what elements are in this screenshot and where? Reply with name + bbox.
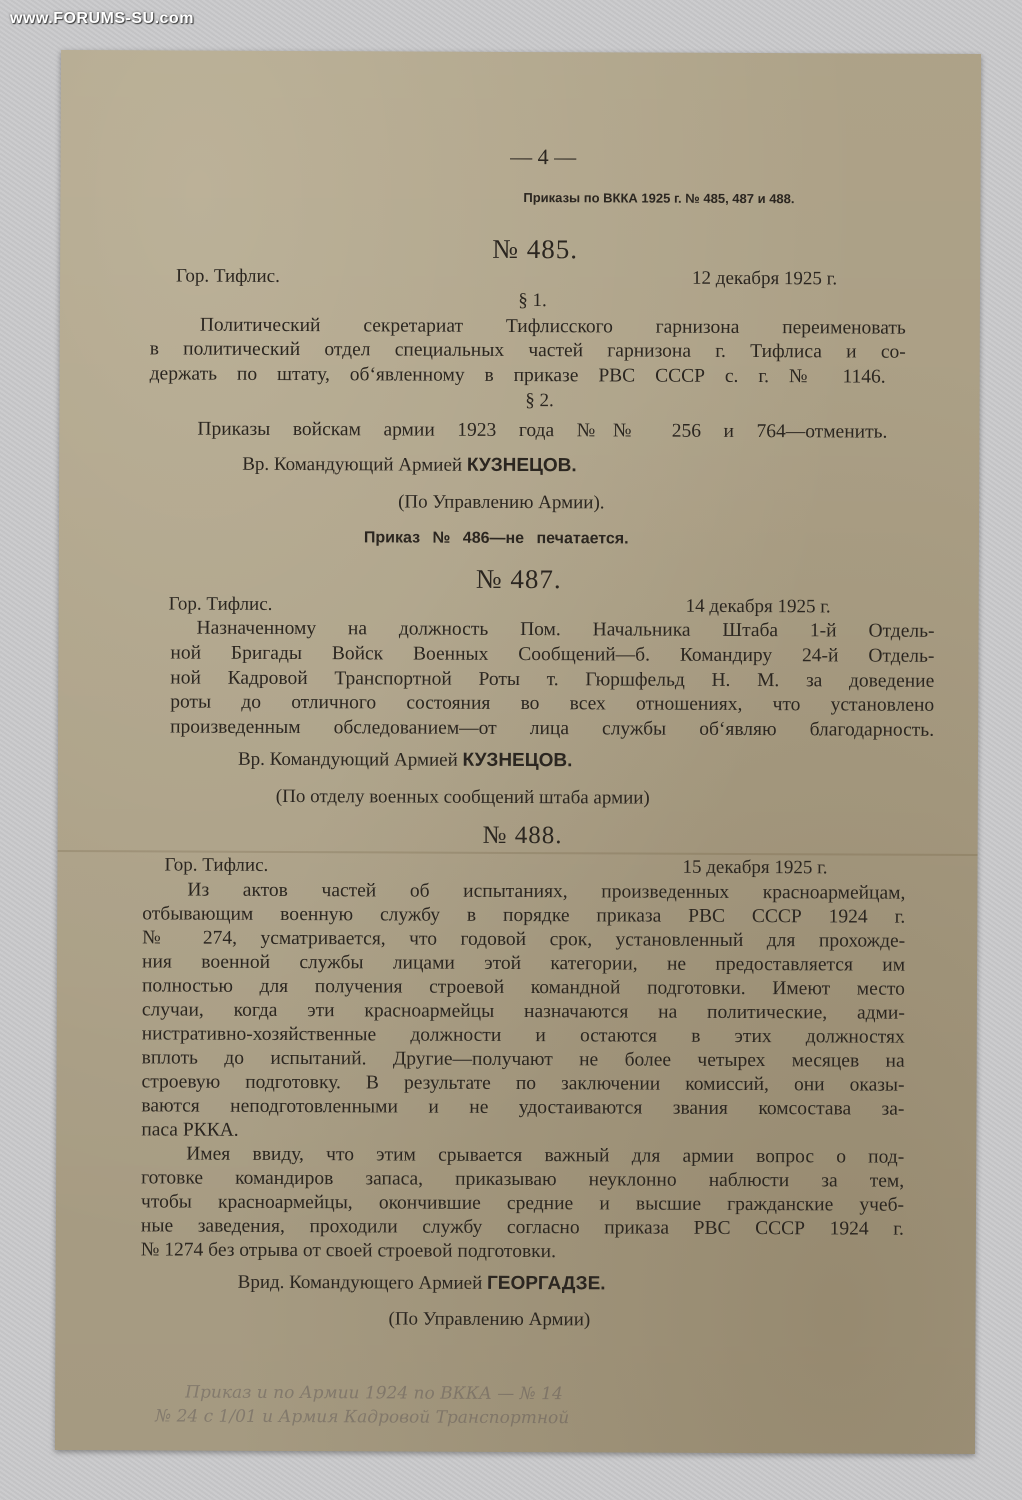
handwritten-note <box>115 1380 965 1432</box>
order-487-date: 14 декабря 1925 г. <box>685 595 831 618</box>
order-488-line: Имея ввиду, что этим срывается важный для армии вопрос о под- <box>186 1143 905 1168</box>
order-488-line: строевую подготовку. В результате по заключении комиссий, они оказы- <box>141 1071 905 1096</box>
order-488-line: паса РККА. <box>141 1119 239 1141</box>
order-488-line: чтобы красноармейцы, окончившие средние и высшие гражданские учеб- <box>140 1191 905 1216</box>
order-488-line: ные заведения, проходили службу согласно приказа РВС СССР 1924 г. <box>140 1215 904 1240</box>
signature-title: Вр. Командующий Армией <box>242 453 463 476</box>
page-number: — 4 — <box>510 143 577 170</box>
order-487-number: № 487. <box>475 563 562 595</box>
order-488-line: ния военной службы лицами этой категории, не предоставляется им <box>142 951 906 976</box>
order-488-line: готовке командиров запаса, приказываю неуклонно наблюсти за тем, <box>141 1167 905 1192</box>
order-487-line: произведенным обследованием—от лица службы об‘являю благодарность. <box>170 716 935 741</box>
signature-name: ГЕОРГАДЗЕ. <box>486 1272 606 1295</box>
order-487-place: Гор. Тифлис. <box>168 593 273 615</box>
order-488-line: случаи, когда эти красноармейцы назначаются на политические, адми- <box>141 999 905 1024</box>
order-488-number: № 488. <box>482 821 563 850</box>
order-488-line: № 1274 без отрыва от своей строевой подготовки. <box>140 1239 557 1263</box>
signature-name: КУЗНЕЦОВ. <box>462 749 573 772</box>
order-487-department: (По отделу военных сообщений штаба армии) <box>275 785 650 809</box>
order-488-line: Из актов частей об испытаниях, произведенных красноармейцам, <box>187 879 906 904</box>
order-487-signature <box>238 749 573 772</box>
order-488-line: вплоть до испытаний. Другие—получают не более четырех месяцев на <box>141 1047 905 1072</box>
order-485-section-1-title: § 1. <box>518 289 547 312</box>
watermark-text: www.FORUMS-SU.com <box>10 10 194 27</box>
order-488-place: Гор. Тифлис. <box>164 854 269 876</box>
order-488-line: нистративно-хозяйственные должности и остаются в этих должностях <box>141 1023 905 1048</box>
document-page <box>55 50 981 1454</box>
order-485-section-2-text: Приказы войскам армии 1923 года №№ 256 и 764—отменить. <box>197 418 888 443</box>
order-485-number: № 485. <box>492 233 579 265</box>
order-485-section-1-line: держать по штату, об‘явленному в приказе РВС СССР с. г. № 1146. <box>149 363 886 388</box>
order-487-line: ной Кадровой Транспортной Роты т. Гюршфельд Н. М. за доведение <box>170 667 935 692</box>
order-485-section-2-title: § 2. <box>525 390 554 412</box>
order-487-line: роты до отличного состояния во всех отношениях, что установлено <box>170 691 935 716</box>
order-485-date: 12 декабря 1925 г. <box>692 267 838 290</box>
order-486-note: Приказ № 486—не печатается. <box>363 529 629 548</box>
signature-title: Врид. Командующего Армией <box>237 1271 483 1294</box>
order-487-line: ной Бригады Войск Военных Сообщений—б. Командиру 24-й Отдель- <box>170 642 935 667</box>
order-488-line: № 274, усматривается, что годовой срок, установленный для прохожде- <box>142 927 906 952</box>
order-487-line: Назначенному на должность Пом. Начальника Штаба 1-й Отдель- <box>196 617 935 642</box>
handwritten-line: № 24 с 1/01 и Армия Кадровой Транспортной <box>155 1406 570 1429</box>
order-488-date: 15 декабря 1925 г. <box>682 856 828 879</box>
signature-title: Вр. Командующий Армией <box>237 748 458 771</box>
order-485-section-1-line: в политический отдел специальных частей гарнизона г. Тифлиса и со- <box>149 338 906 363</box>
order-488-department: (По Управлению Армии) <box>388 1308 591 1331</box>
order-485-department: (По Управлению Армии). <box>398 491 605 514</box>
order-485-place: Гор. Тифлис. <box>176 265 280 287</box>
order-488-signature <box>238 1272 606 1296</box>
signature-name: КУЗНЕЦОВ. <box>466 454 577 477</box>
order-488-line: отбывающим военную службу в порядке приказа РВС СССР 1924 г. <box>142 903 906 928</box>
running-head: Приказы по ВККА 1925 г. № 485, 487 и 488. <box>523 190 795 207</box>
order-488-line: полностью для получения строевой командной подготовки. Имеют место <box>141 975 906 1000</box>
order-485-section-1-line: Политический секретариат Тифлисского гарнизона переименовать <box>199 314 906 339</box>
handwritten-line: Приказ и по Армии 1924 по ВККА — № 14 <box>185 1382 563 1405</box>
order-488-line: ваются неподготовленными и не удостаиваются звания комсостава за- <box>141 1095 905 1120</box>
order-485-signature <box>242 454 577 477</box>
